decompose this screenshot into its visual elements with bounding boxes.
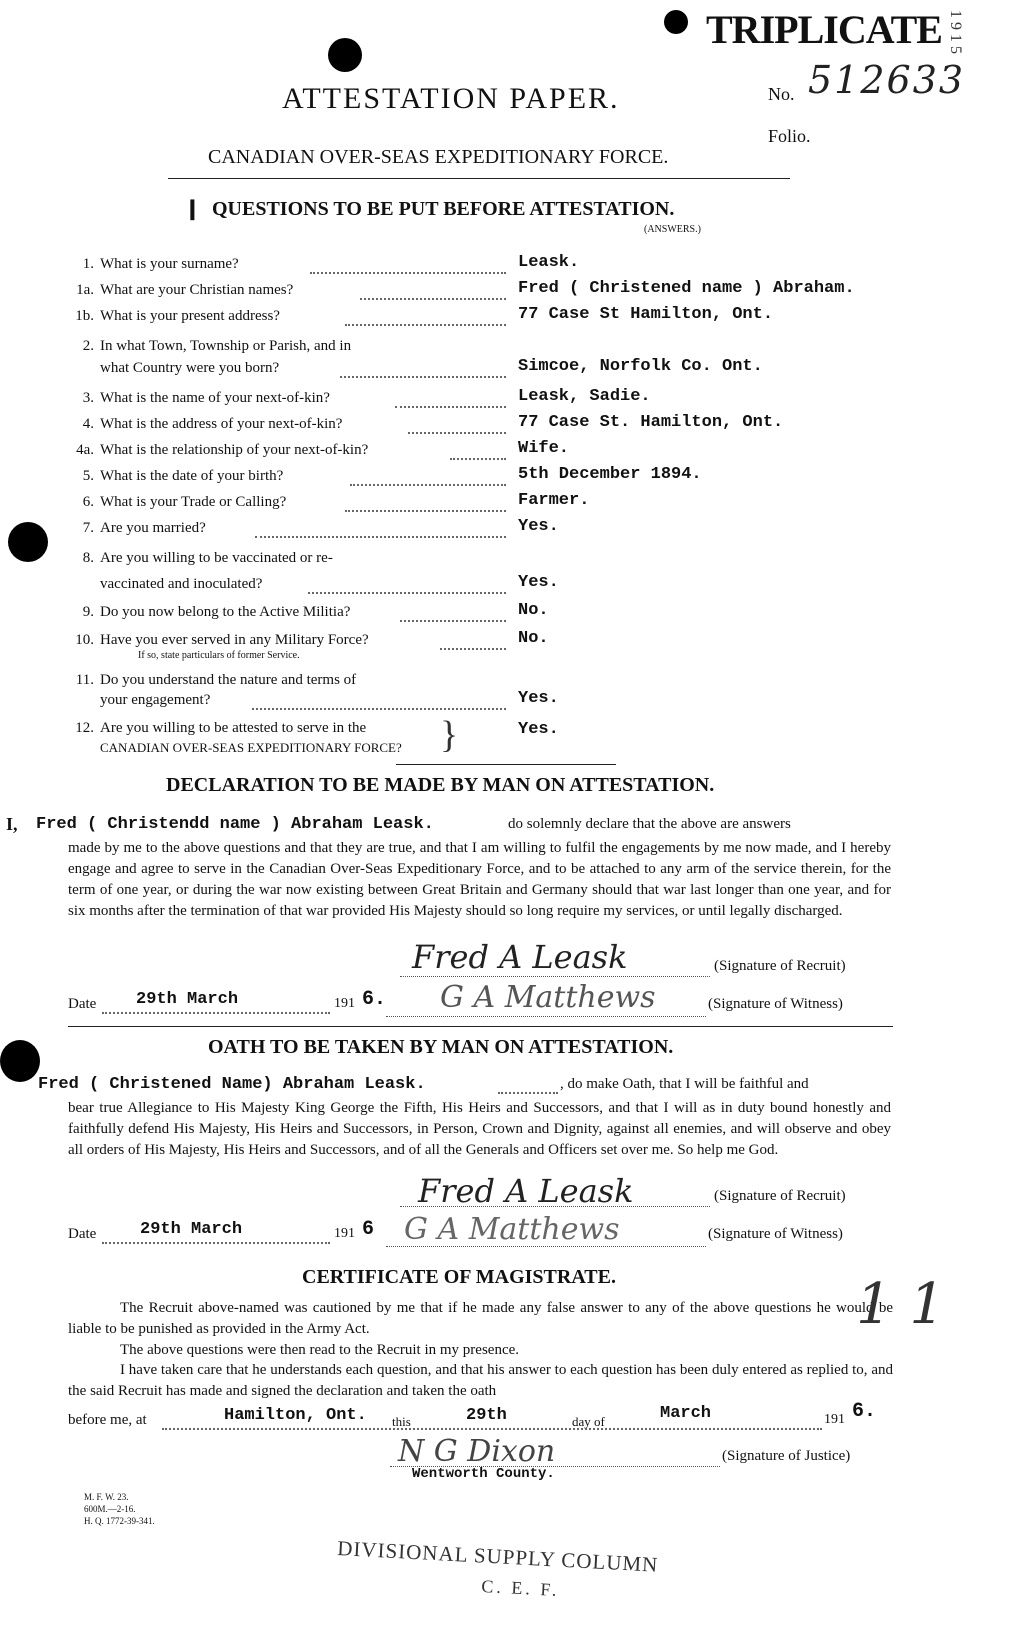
declaration-heading: DECLARATION TO BE MADE BY MAN ON ATTESTATION. [166, 774, 715, 796]
oath-date-value: 29th March [140, 1220, 243, 1239]
question-4a: 4a. What is the relationship of your next-of-kin? [76, 442, 369, 458]
question-4: 4. What is the address of your next-of-kin? [82, 416, 343, 432]
answers-label: (ANSWERS.) [644, 224, 701, 235]
oath-year-prefix: 191 [334, 1226, 355, 1241]
oath-line1-tail: , do make Oath, that I will be faithful and [560, 1076, 809, 1092]
page-subtitle: CANADIAN OVER-SEAS EXPEDITIONARY FORCE. [208, 146, 669, 168]
certificate-month: March [660, 1404, 712, 1423]
page-title: ATTESTATION PAPER. [282, 82, 620, 115]
answer-10: No. [518, 629, 549, 648]
question-8-cont: vaccinated and inoculated? [100, 576, 263, 592]
answer-6: Farmer. [518, 491, 590, 510]
certificate-year-digit: 6. [852, 1400, 877, 1423]
oath-recruit-signature: Fred A Leask [418, 1172, 634, 1210]
oath-heading: OATH TO BE TAKEN BY MAN ON ATTESTATION. [208, 1036, 674, 1058]
form-code-3: H. Q. 1772-39-341. [84, 1516, 155, 1526]
unit-stamp-line1: DIVISIONAL SUPPLY COLUMN [336, 1536, 659, 1577]
unit-stamp-line2: C. E. F. [480, 1576, 560, 1601]
answer-12: Yes. [518, 720, 559, 739]
declaration-name: Fred ( Christendd name ) Abraham Leask. [36, 815, 434, 834]
justice-label: (Signature of Justice) [722, 1448, 851, 1464]
declaration-date-label: Date [68, 996, 97, 1012]
question-7: 7. Are you married? [82, 520, 206, 536]
declaration-date-value: 29th March [136, 990, 239, 1009]
oath-witness-label: (Signature of Witness) [708, 1226, 843, 1242]
question-10-note: If so, state particulars of former Service. [138, 650, 300, 661]
answer-4a: Wife. [518, 439, 570, 458]
declaration-recruit-signature: Fred A Leask [412, 938, 628, 976]
punch-hole-lower [0, 1040, 40, 1082]
form-code-2: 600M.—2-16. [84, 1504, 136, 1514]
margin-annotation: 1 9 1 5 [947, 10, 964, 54]
certificate-place: Hamilton, Ont. [224, 1406, 367, 1425]
answer-8: Yes. [518, 573, 559, 592]
margin-note: 1 1 [856, 1272, 946, 1337]
regimental-number-value: 512633 [808, 58, 966, 102]
question-12-cont: CANADIAN OVER-SEAS EXPEDITIONARY FORCE? [100, 740, 402, 755]
answer-1b: 77 Case St Hamilton, Ont. [518, 305, 774, 324]
certificate-this-label: this [392, 1414, 411, 1429]
declaration-line1-tail: do solemnly declare that the above are answers [508, 816, 791, 832]
question-5: 5. What is the date of your birth? [82, 468, 284, 484]
oath-recruit-label: (Signature of Recruit) [714, 1188, 846, 1204]
certificate-year-prefix: 191 [824, 1412, 845, 1427]
certificate-p1: The Recruit above-named was cautioned by me that if he made any false answer to any of the above questions he would be liable to be punished as provided in the Army Act. [68, 1300, 893, 1337]
oath-witness-signature: G A Matthews [404, 1212, 620, 1247]
answer-1: Leask. [518, 253, 580, 272]
declaration-prefix: I, [6, 814, 18, 834]
declaration-witness-signature: G A Matthews [440, 980, 656, 1015]
oath-body: bear true Allegiance to His Majesty King George the Fifth, His Heirs and Successors, and that I will as in duty bound honestly and faithfully defend His Majesty, His Heirs and Successors, in Person, Crown and Dignity, against all enemies, and will observe and obey all orders of His Majesty, His Heirs and Successors, and of all the Generals and Officers set over me. So help me God. [68, 1100, 891, 1158]
answer-7: Yes. [518, 517, 559, 536]
question-1a: 1a. What are your Christian names? [76, 282, 294, 298]
declaration-witness-label: (Signature of Witness) [708, 996, 843, 1012]
justice-county: Wentworth County. [412, 1466, 555, 1482]
header-rule [168, 178, 790, 179]
question-12: 12. Are you willing to be attested to serve in the [75, 720, 367, 736]
questions-heading-marker: ❙ [184, 198, 201, 220]
question-2: 2. In what Town, Township or Parish, and in [82, 338, 352, 354]
oath-date-label: Date [68, 1226, 97, 1242]
answer-3: Leask, Sadie. [518, 387, 651, 406]
certificate-p2: The above questions were then read to the Recruit in my presence. [120, 1342, 520, 1358]
declaration-rule [68, 1026, 893, 1027]
question-11: 11. Do you understand the nature and terms of [75, 672, 357, 688]
certificate-before-label: before me, at [68, 1412, 147, 1428]
question-12-brace: } [440, 714, 459, 756]
oath-year-digit: 6 [362, 1218, 375, 1241]
question-9: 9. Do you now belong to the Active Militia? [82, 604, 351, 620]
punch-hole-middle [8, 522, 48, 562]
question-3: 3. What is the name of your next-of-kin? [82, 390, 330, 406]
question-1: 1. What is your surname? [82, 256, 239, 272]
questions-heading: QUESTIONS TO BE PUT BEFORE ATTESTATION. [212, 198, 675, 220]
question-2-cont: what Country were you born? [100, 360, 280, 376]
declaration-body: made by me to the above questions and that they are true, and that I am willing to fulfil the engagements by me now made, and I hereby engage and agree to serve in the Canadian Over-Seas Expeditionary Force, and to be attached to any arm of the service therein, for the term of one year, or during the war now existing between Great Britain and Germany should that war last longer than one year, and for six months after the termination of that war provided His Majesty should so long require my services, or until legally discharged. [68, 840, 891, 919]
form-code-1: M. F. W. 23. [84, 1492, 129, 1502]
declaration-year-digit: 6. [362, 988, 387, 1011]
folio-label: Folio. [768, 126, 811, 146]
answer-11: Yes. [518, 689, 559, 708]
punch-hole-header [664, 10, 688, 34]
question-1b: 1b. What is your present address? [75, 308, 280, 324]
answer-9: No. [518, 601, 549, 620]
question-6: 6. What is your Trade or Calling? [82, 494, 287, 510]
question-11-cont: your engagement? [100, 692, 211, 708]
punch-hole-top [328, 38, 362, 72]
certificate-p3: I have taken care that he understands each question, and that his answer to each question has been duly entered as replied to, and the said Recruit has made and signed the declaration and taken the oath [68, 1362, 893, 1399]
answer-4: 77 Case St. Hamilton, Ont. [518, 413, 784, 432]
declaration-year-prefix: 191 [334, 996, 355, 1011]
answer-1a: Fred ( Christened name ) Abraham. [518, 279, 855, 298]
copy-mark: TRIPLICATE [706, 7, 942, 52]
certificate-heading: CERTIFICATE OF MAGISTRATE. [302, 1266, 616, 1288]
regimental-number-label: No. [768, 84, 795, 104]
answer-5: 5th December 1894. [518, 465, 702, 484]
declaration-recruit-label: (Signature of Recruit) [714, 958, 846, 974]
question-10: 10. Have you ever served in any Military Force? [75, 632, 369, 648]
questions-rule [396, 764, 616, 765]
question-8: 8. Are you willing to be vaccinated or re- [82, 550, 333, 566]
answer-2: Simcoe, Norfolk Co. Ont. [518, 357, 763, 376]
certificate-day: 29th [466, 1406, 507, 1425]
certificate-day-of-label: day of [572, 1414, 605, 1429]
justice-signature: N G Dixon [398, 1434, 556, 1469]
oath-name: Fred ( Christened Name) Abraham Leask. [38, 1075, 426, 1094]
